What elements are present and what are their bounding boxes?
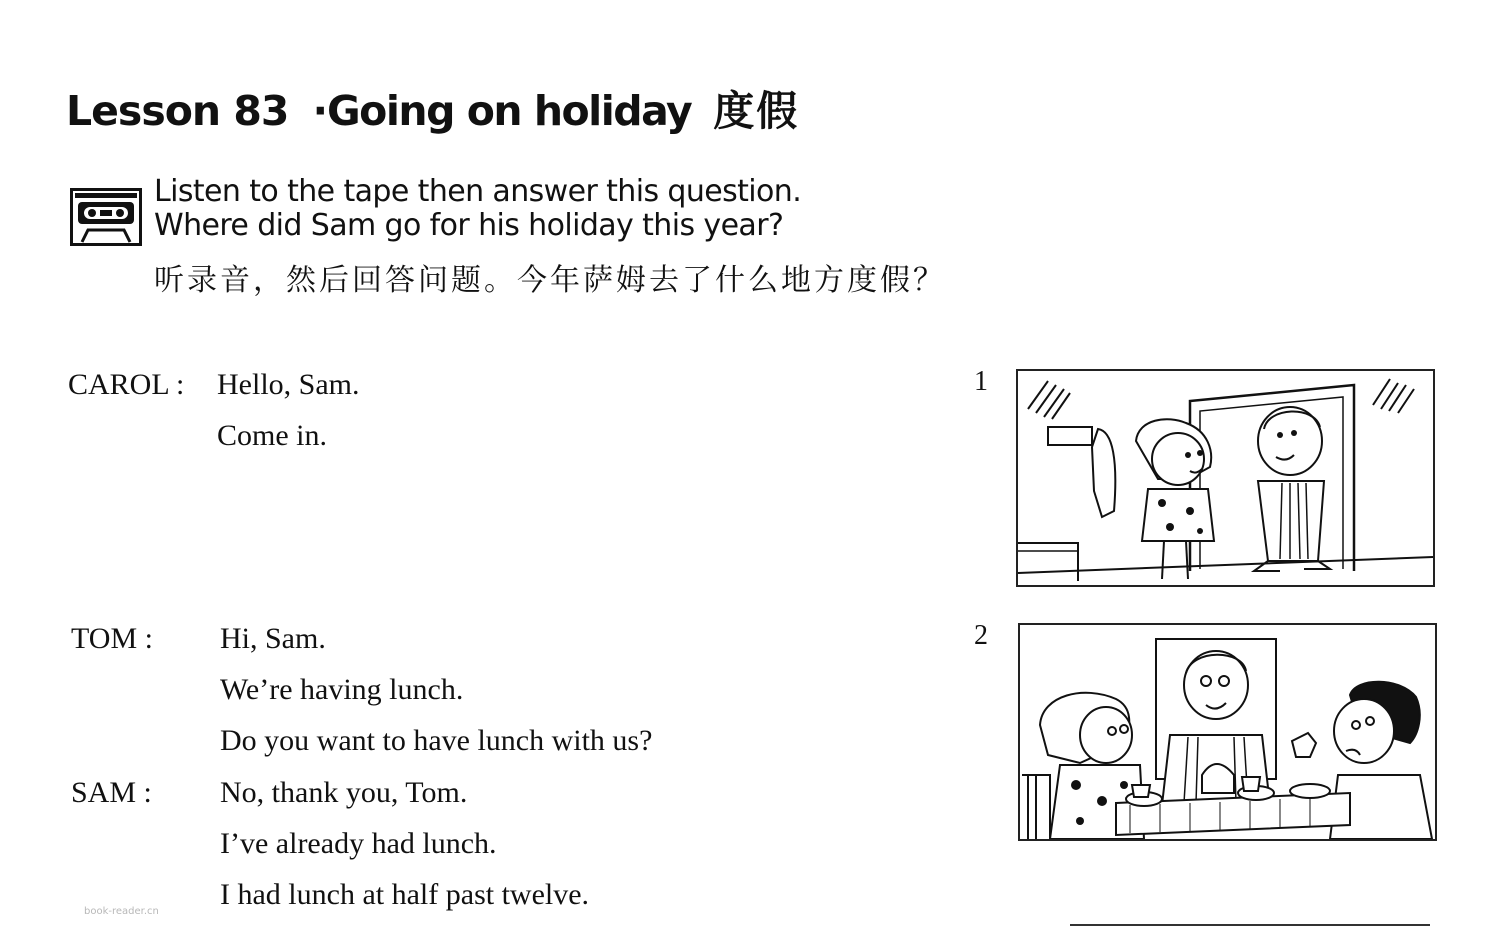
dialogue-line: Come in. [217, 419, 327, 452]
speaker-sam: SAM : [71, 776, 152, 809]
illustration-1 [1016, 369, 1435, 587]
cassette-tape-icon [70, 188, 142, 246]
lesson-title [66, 78, 799, 137]
dialogue-line: I had lunch at half past twelve. [220, 878, 590, 911]
divider [1070, 924, 1430, 926]
dialogue-line: Hi, Sam. [220, 622, 326, 655]
dialogue-line: Hello, Sam. [217, 368, 360, 401]
picture-number-2: 2 [974, 620, 988, 651]
title-bullet: · [312, 87, 328, 135]
dialogue-line: I’ve already had lunch. [220, 827, 497, 860]
picture-number-1: 1 [974, 366, 988, 397]
watermark: book-reader.cn [84, 906, 159, 917]
dialogue-line: We’re having lunch. [220, 673, 464, 706]
lesson-title-zh: 度假 [713, 87, 800, 135]
instruction-zh: 听录音，然后回答问题。今年萨姆去了什么地方度假？ [154, 263, 946, 298]
speaker-carol: CAROL : [68, 368, 185, 401]
dialogue-line: No, thank you, Tom. [220, 776, 468, 809]
instruction-line-2: Where did Sam go for his holiday this year? [154, 208, 784, 243]
speaker-tom: TOM : [71, 622, 153, 655]
lesson-number: Lesson 83 [66, 87, 289, 135]
lesson-title-en: Going on holiday [327, 87, 692, 135]
dialogue-line: Do you want to have lunch with us? [220, 724, 653, 757]
instruction-line-1: Listen to the tape then answer this question. [154, 174, 802, 209]
illustration-2 [1018, 623, 1437, 841]
